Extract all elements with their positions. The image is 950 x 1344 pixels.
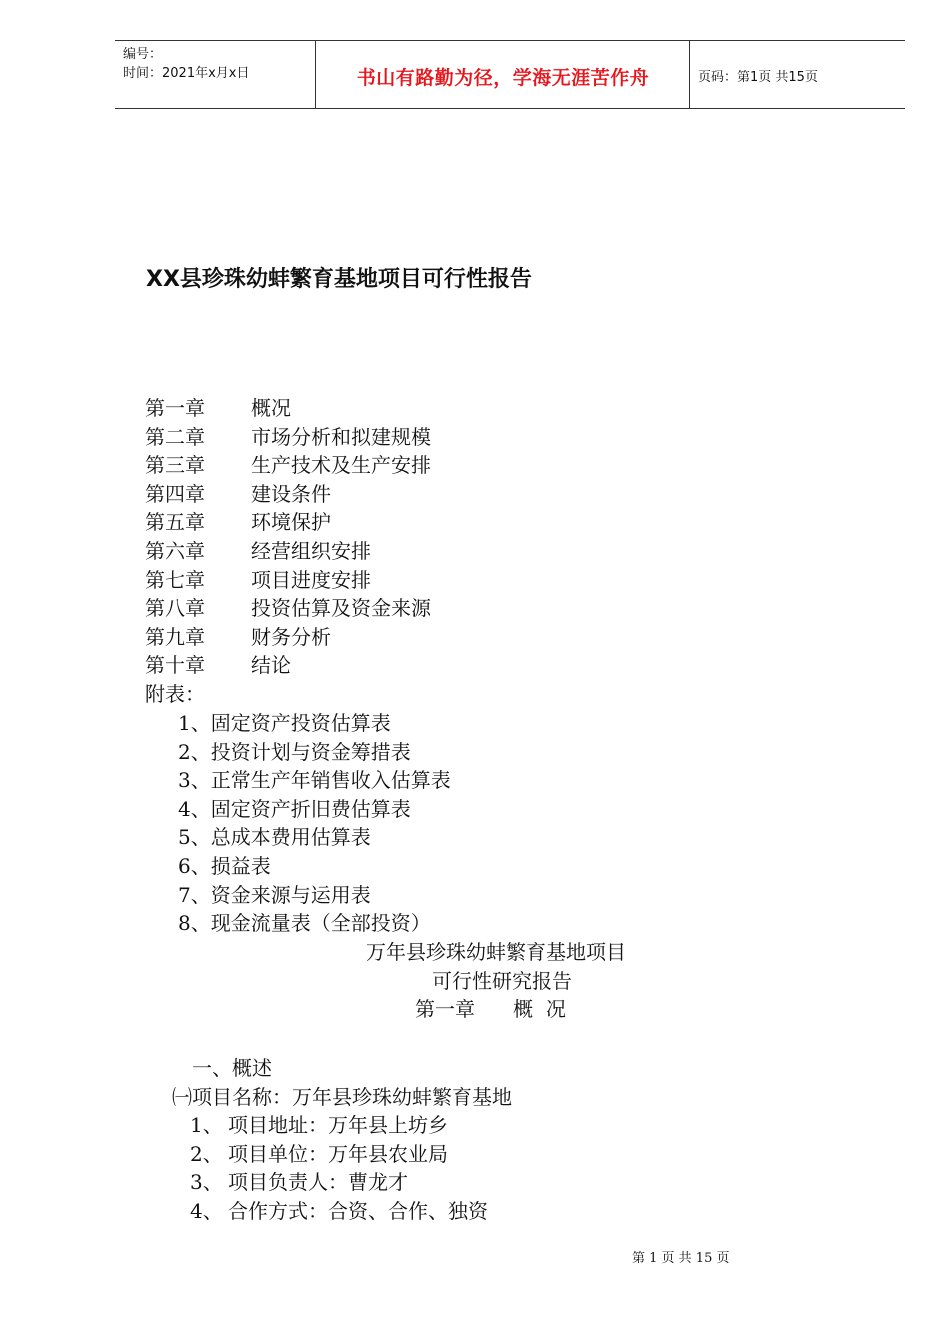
table-of-contents — [145, 394, 431, 680]
toc-item — [145, 594, 431, 623]
appendix-item: 3、正常生产年销售收入估算表 — [178, 768, 451, 793]
appendix-item: 7、资金来源与运用表 — [178, 882, 371, 907]
toc-chapter-number: 第二章 — [145, 424, 205, 449]
toc-chapter-number: 第六章 — [145, 538, 205, 563]
appendix-label: 附表： — [145, 682, 205, 706]
toc-item — [145, 623, 431, 652]
report-title-line2: 可行性研究报告 — [432, 969, 572, 993]
toc-chapter-name: 建设条件 — [251, 481, 331, 506]
toc-chapter-name: 项目进度安排 — [251, 567, 371, 592]
header-meta — [123, 45, 249, 83]
toc-item — [145, 566, 431, 595]
toc-chapter-name: 市场分析和拟建规模 — [251, 424, 431, 449]
detail-number: 2、 — [190, 1141, 223, 1166]
toc-chapter-name: 财务分析 — [251, 624, 331, 649]
toc-chapter-name: 环境保护 — [251, 510, 331, 535]
detail-number: 3、 — [190, 1170, 223, 1195]
toc-chapter-number: 第五章 — [145, 510, 205, 535]
detail-number: 1、 — [190, 1113, 223, 1137]
toc-chapter-name: 投资估算及资金来源 — [251, 596, 431, 621]
detail-item — [190, 1111, 488, 1140]
appendix-item: 8、现金流量表（全部投资） — [178, 911, 431, 936]
toc-item — [145, 423, 431, 452]
header-motto: 书山有路勤为径，学海无涯苦作舟 — [356, 67, 650, 89]
detail-text: 合作方式：合资、合作、独资 — [228, 1198, 488, 1223]
header-divider-right — [689, 41, 690, 108]
page-header — [115, 40, 905, 109]
toc-chapter-number: 第三章 — [145, 453, 205, 478]
appendix-item: 1、固定资产投资估算表 — [178, 711, 391, 735]
detail-text: 项目负责人：曹龙才 — [228, 1170, 408, 1195]
document-title: XX县珍珠幼蚌繁育基地项目可行性报告 — [146, 267, 532, 292]
toc-chapter-number: 第一章 — [145, 396, 205, 420]
report-title-line1: 万年县珍珠幼蚌繁育基地项目 — [366, 940, 626, 964]
toc-item — [145, 537, 431, 566]
toc-item — [145, 508, 431, 537]
page-footer: 第 1 页 共 15 页 — [632, 1251, 730, 1266]
toc-chapter-name: 结论 — [251, 653, 291, 678]
appendix-list — [178, 709, 451, 938]
toc-chapter-number: 第八章 — [145, 596, 205, 621]
detail-item — [190, 1140, 488, 1169]
header-divider-left — [315, 41, 316, 108]
detail-item — [190, 1197, 488, 1226]
overview-heading: 一、概述 — [192, 1056, 272, 1080]
toc-chapter-number: 第四章 — [145, 481, 205, 506]
toc-chapter-name: 概况 — [251, 396, 291, 420]
toc-chapter-number: 第九章 — [145, 624, 205, 649]
toc-chapter-number: 第十章 — [145, 653, 205, 678]
project-details — [190, 1111, 488, 1225]
toc-chapter-name: 经营组织安排 — [251, 538, 371, 563]
detail-text: 项目地址：万年县上坊乡 — [228, 1113, 448, 1137]
appendix-item: 4、固定资产折旧费估算表 — [178, 796, 411, 821]
toc-chapter-number: 第七章 — [145, 567, 205, 592]
toc-item — [145, 651, 431, 680]
header-page-info: 页码：第1页 共15页 — [698, 70, 818, 85]
toc-item — [145, 480, 431, 509]
detail-text: 项目单位：万年县农业局 — [228, 1141, 448, 1166]
detail-number: 4、 — [190, 1198, 223, 1223]
header-number-label: 编号： — [123, 47, 163, 62]
project-name: ㈠项目名称：万年县珍珠幼蚌繁育基地 — [172, 1085, 512, 1109]
toc-item — [145, 451, 431, 480]
detail-item — [190, 1168, 488, 1197]
header-time-label: 时间：2021年x月x日 — [123, 66, 250, 81]
appendix-item: 5、总成本费用估算表 — [178, 825, 371, 850]
chapter-heading: 第一章 概 况 — [415, 997, 566, 1021]
appendix-item: 2、投资计划与资金筹措表 — [178, 739, 411, 764]
appendix-item: 6、损益表 — [178, 853, 271, 878]
toc-item — [145, 394, 431, 423]
toc-chapter-name: 生产技术及生产安排 — [251, 453, 431, 478]
